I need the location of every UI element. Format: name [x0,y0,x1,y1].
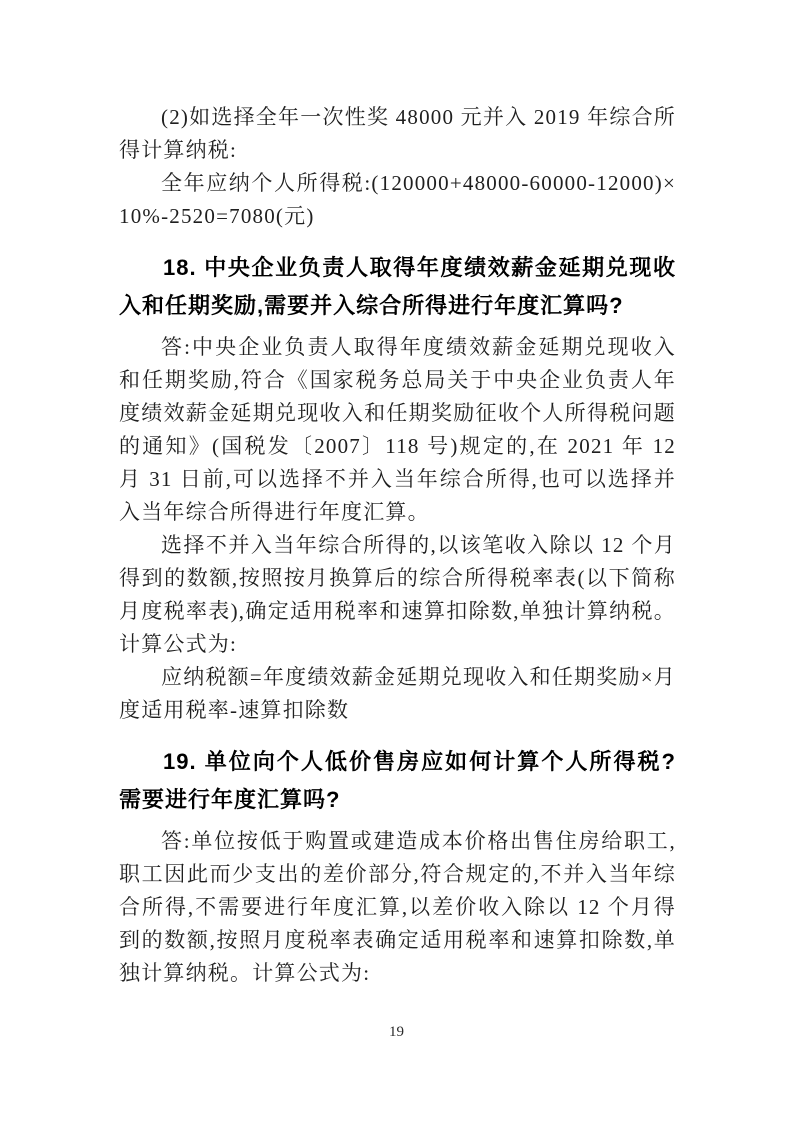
heading-question-18: 18. 中央企业负责人取得年度绩效薪金延期兑现收入和任期奖励,需要并入综合所得进行年度汇算吗? [119,255,676,318]
paragraph-answer-18-part2: 选择不并入当年综合所得的,以该笔收入除以 12 个月得到的数额,按照按月换算后的综合所得税率表(以下简称月度税率表),确定适用税率和速算扣除数,单独计算纳税。计算公式为: [119,533,676,656]
paragraph-formula-18: 应纳税额=年度绩效薪金延期兑现收入和任期奖励×月度适用税率-速算扣除数 [119,665,676,722]
paragraph-bonus-option2: (2)如选择全年一次性奖 48000 元并入 2019 年综合所得计算纳税: [119,105,676,162]
paragraph-answer-19: 答:单位按低于购置或建造成本价格出售住房给职工,职工因此而少支出的差价部分,符合规定的,不并入当年综合所得,不需要进行年度汇算,以差价收入除以 12 个月得到的数额,按照月度税率表确定适用税率和速算扣除数,单独计算纳税。计算公式为: [119,829,676,985]
page-content [119,101,676,990]
paragraph-annual-tax-result: 全年应纳个人所得税:(120000+48000-60000-12000)×10%-2520=7080(元) [119,171,676,228]
page-number: 19 [389,1024,404,1040]
heading-question-19: 19. 单位向个人低价售房应如何计算个人所得税?需要进行年度汇算吗? [119,749,676,812]
paragraph-answer-18-part1: 答:中央企业负责人取得年度绩效薪金延期兑现收入和任期奖励,符合《国家税务总局关于中央企业负责人年度绩效薪金延期兑现收入和任期奖励征收个人所得税问题的通知》(国税发〔2007〕118 号)规定的,在 2021 年 12 月 31 日前,可以选择不并入当年综合所得,也可以选择并入当年综合所得进行年度汇算。 [119,335,676,524]
